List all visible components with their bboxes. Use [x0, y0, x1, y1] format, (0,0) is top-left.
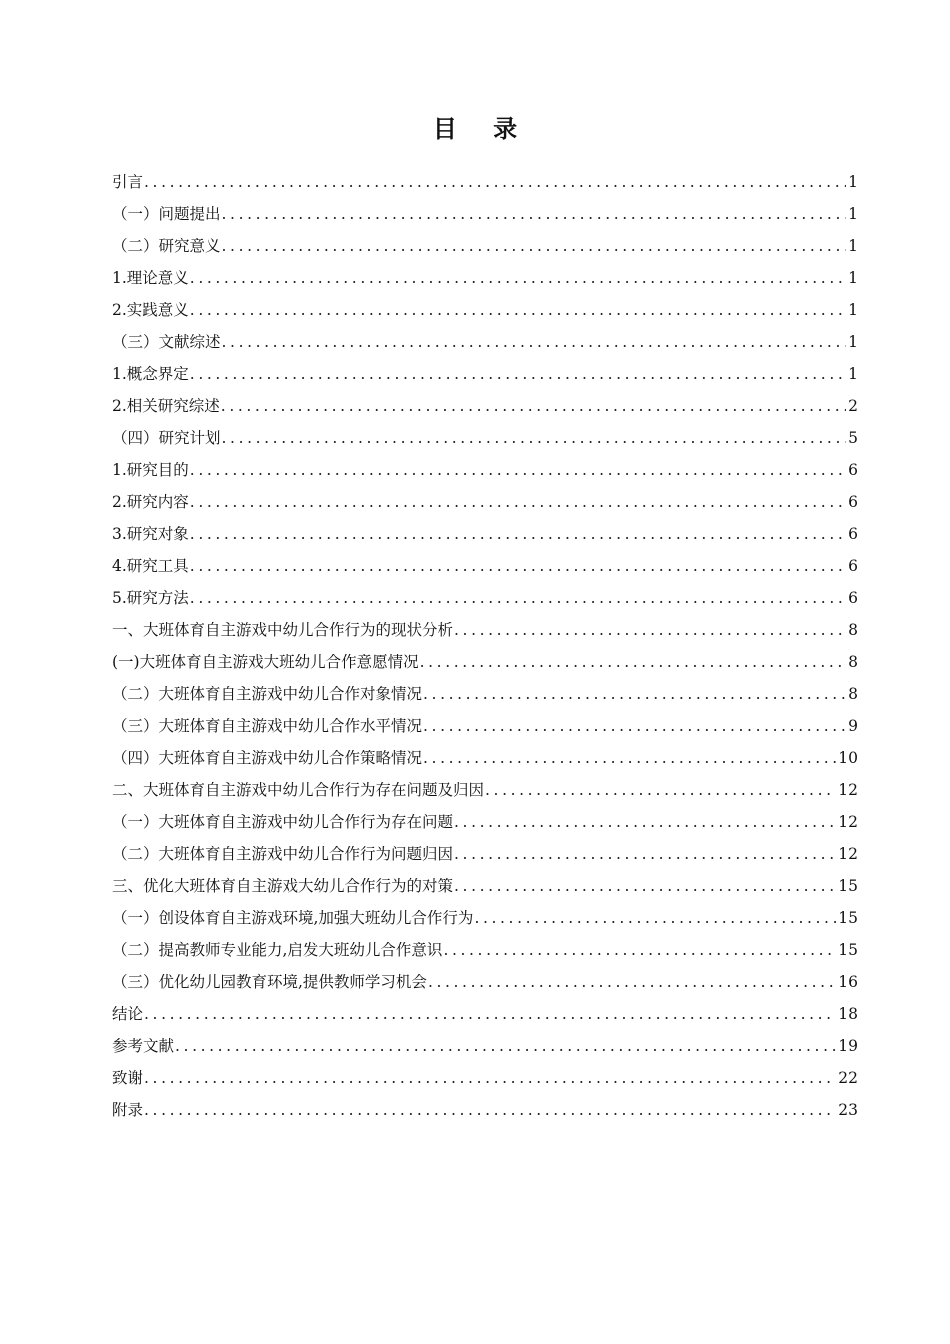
- toc-entry-page: 5: [848, 429, 858, 447]
- toc-entry-page: 1: [848, 269, 858, 287]
- toc-entry-label: 一、大班体育自主游戏中幼儿合作行为的现状分析: [112, 621, 454, 639]
- toc-entry-page: 1: [848, 205, 858, 223]
- toc-leader-dots: [454, 838, 836, 870]
- toc-leader-dots: [485, 774, 836, 806]
- toc-leader-dots: [144, 998, 836, 1030]
- toc-entry-label: （三）文献综述: [112, 333, 221, 351]
- toc-leader-dots: [190, 262, 846, 294]
- toc-entry-label: （二）研究意义: [112, 237, 221, 255]
- toc-leader-dots: [423, 742, 836, 774]
- toc-entry-label: （一）创设体育自主游戏环境,加强大班幼儿合作行为: [112, 909, 474, 927]
- toc-leader-dots: [144, 166, 846, 198]
- toc-entry-page: 6: [848, 525, 858, 543]
- toc-entry-page: 6: [848, 461, 858, 479]
- toc-entry: [112, 710, 858, 742]
- toc-entry-page: 23: [838, 1101, 858, 1119]
- toc-leader-dots: [190, 294, 846, 326]
- toc-entry: [112, 934, 858, 966]
- toc-entry: [112, 646, 858, 678]
- toc-leader-dots: [428, 966, 836, 998]
- toc-entry-label: 结论: [112, 1005, 144, 1023]
- toc-entry: [112, 294, 858, 326]
- toc-entry-page: 16: [838, 973, 858, 991]
- toc-entry-page: 9: [848, 717, 858, 735]
- toc-entry-page: 1: [848, 237, 858, 255]
- toc-title: 目 录: [432, 115, 532, 143]
- toc-leader-dots: [423, 710, 846, 742]
- toc-leader-dots: [222, 230, 847, 262]
- toc-entry: [112, 326, 858, 358]
- toc-entry-label: （四）研究计划: [112, 429, 221, 447]
- toc-leader-dots: [144, 1062, 836, 1094]
- toc-entry: [112, 902, 858, 934]
- toc-leader-dots: [175, 1030, 836, 1062]
- toc-leader-dots: [474, 902, 836, 934]
- toc-entry-page: 6: [848, 557, 858, 575]
- toc-entry-page: 15: [838, 877, 858, 895]
- toc-entry-label: 致谢: [112, 1069, 144, 1087]
- toc-entry-label: （一）问题提出: [112, 205, 221, 223]
- toc-entry: [112, 806, 858, 838]
- toc-entry-label: 三、优化大班体育自主游戏大幼儿合作行为的对策: [112, 877, 454, 895]
- toc-entry-label: 二、大班体育自主游戏中幼儿合作行为存在问题及归因: [112, 781, 485, 799]
- toc-entry-page: 18: [838, 1005, 858, 1023]
- toc-entry: [112, 998, 858, 1030]
- toc-entry-label: 2.实践意义: [112, 301, 189, 319]
- toc-entry: [112, 422, 858, 454]
- toc-entry: [112, 230, 858, 262]
- toc-entry-page: 1: [848, 173, 858, 191]
- toc-entry-label: 引言: [112, 173, 144, 191]
- toc-entry: [112, 742, 858, 774]
- toc-leader-dots: [190, 550, 846, 582]
- toc-entry-page: 1: [848, 333, 858, 351]
- toc-leader-dots: [190, 454, 846, 486]
- toc-entry: [112, 198, 858, 230]
- toc-entry: [112, 166, 858, 198]
- toc-entry-label: （三）大班体育自主游戏中幼儿合作水平情况: [112, 717, 423, 735]
- toc-entry-label: 1.概念界定: [112, 365, 189, 383]
- toc-leader-dots: [420, 646, 847, 678]
- toc-entry-label: （三）优化幼儿园教育环境,提供教师学习机会: [112, 973, 427, 991]
- toc-entry: [112, 582, 858, 614]
- toc-entry-label: (一)大班体育自主游戏大班幼儿合作意愿情况: [112, 653, 419, 671]
- toc-entry: [112, 614, 858, 646]
- toc-leader-dots: [190, 518, 846, 550]
- toc-leader-dots: [222, 326, 847, 358]
- toc-entry-page: 8: [848, 621, 858, 639]
- toc-entry-page: 10: [838, 749, 858, 767]
- toc-entry: [112, 486, 858, 518]
- toc-entry-label: 2.相关研究综述: [112, 397, 220, 415]
- toc-leader-dots: [144, 1094, 836, 1126]
- toc-leader-dots: [454, 870, 836, 902]
- toc-entry-label: （四）大班体育自主游戏中幼儿合作策略情况: [112, 749, 423, 767]
- toc-entry-label: 附录: [112, 1101, 144, 1119]
- toc-entry-page: 6: [848, 589, 858, 607]
- toc-entry-page: 1: [848, 301, 858, 319]
- toc-entry-label: 参考文献: [112, 1037, 175, 1055]
- toc-leader-dots: [221, 390, 846, 422]
- toc-leader-dots: [190, 486, 846, 518]
- toc-entry-page: 2: [848, 397, 858, 415]
- toc-entry: [112, 454, 858, 486]
- toc-entry-label: 1.理论意义: [112, 269, 189, 287]
- toc-entry-page: 1: [848, 365, 858, 383]
- toc-entry: [112, 678, 858, 710]
- toc-entry-page: 8: [848, 653, 858, 671]
- toc-leader-dots: [222, 422, 847, 454]
- toc-entry: [112, 262, 858, 294]
- toc-list: [112, 166, 858, 1126]
- toc-leader-dots: [222, 198, 847, 230]
- toc-entry-page: 15: [838, 909, 858, 927]
- toc-entry-label: 4.研究工具: [112, 557, 189, 575]
- toc-entry: [112, 966, 858, 998]
- toc-entry: [112, 518, 858, 550]
- toc-entry-label: （二）大班体育自主游戏中幼儿合作行为问题归因: [112, 845, 454, 863]
- toc-entry: [112, 838, 858, 870]
- toc-entry: [112, 1030, 858, 1062]
- toc-entry: [112, 1094, 858, 1126]
- toc-entry-page: 12: [838, 845, 858, 863]
- toc-leader-dots: [423, 678, 846, 710]
- toc-entry-page: 12: [838, 813, 858, 831]
- toc-entry: [112, 774, 858, 806]
- toc-entry: [112, 358, 858, 390]
- toc-entry: [112, 390, 858, 422]
- toc-entry: [112, 1062, 858, 1094]
- toc-leader-dots: [190, 582, 846, 614]
- toc-entry-page: 12: [838, 781, 858, 799]
- toc-entry-page: 15: [838, 941, 858, 959]
- toc-entry-label: （二）提高教师专业能力,启发大班幼儿合作意识: [112, 941, 443, 959]
- toc-entry-label: 1.研究目的: [112, 461, 189, 479]
- toc-entry-page: 22: [838, 1069, 858, 1087]
- toc-leader-dots: [190, 358, 846, 390]
- toc-leader-dots: [454, 614, 846, 646]
- toc-entry-label: （一）大班体育自主游戏中幼儿合作行为存在问题: [112, 813, 454, 831]
- toc-entry-label: 3.研究对象: [112, 525, 189, 543]
- toc-entry-label: 2.研究内容: [112, 493, 189, 511]
- toc-entry-label: （二）大班体育自主游戏中幼儿合作对象情况: [112, 685, 423, 703]
- toc-entry-label: 5.研究方法: [112, 589, 189, 607]
- toc-entry-page: 19: [838, 1037, 858, 1055]
- toc-entry: [112, 550, 858, 582]
- toc-entry: [112, 870, 858, 902]
- toc-entry-page: 6: [848, 493, 858, 511]
- toc-leader-dots: [443, 934, 836, 966]
- toc-leader-dots: [454, 806, 836, 838]
- toc-entry-page: 8: [848, 685, 858, 703]
